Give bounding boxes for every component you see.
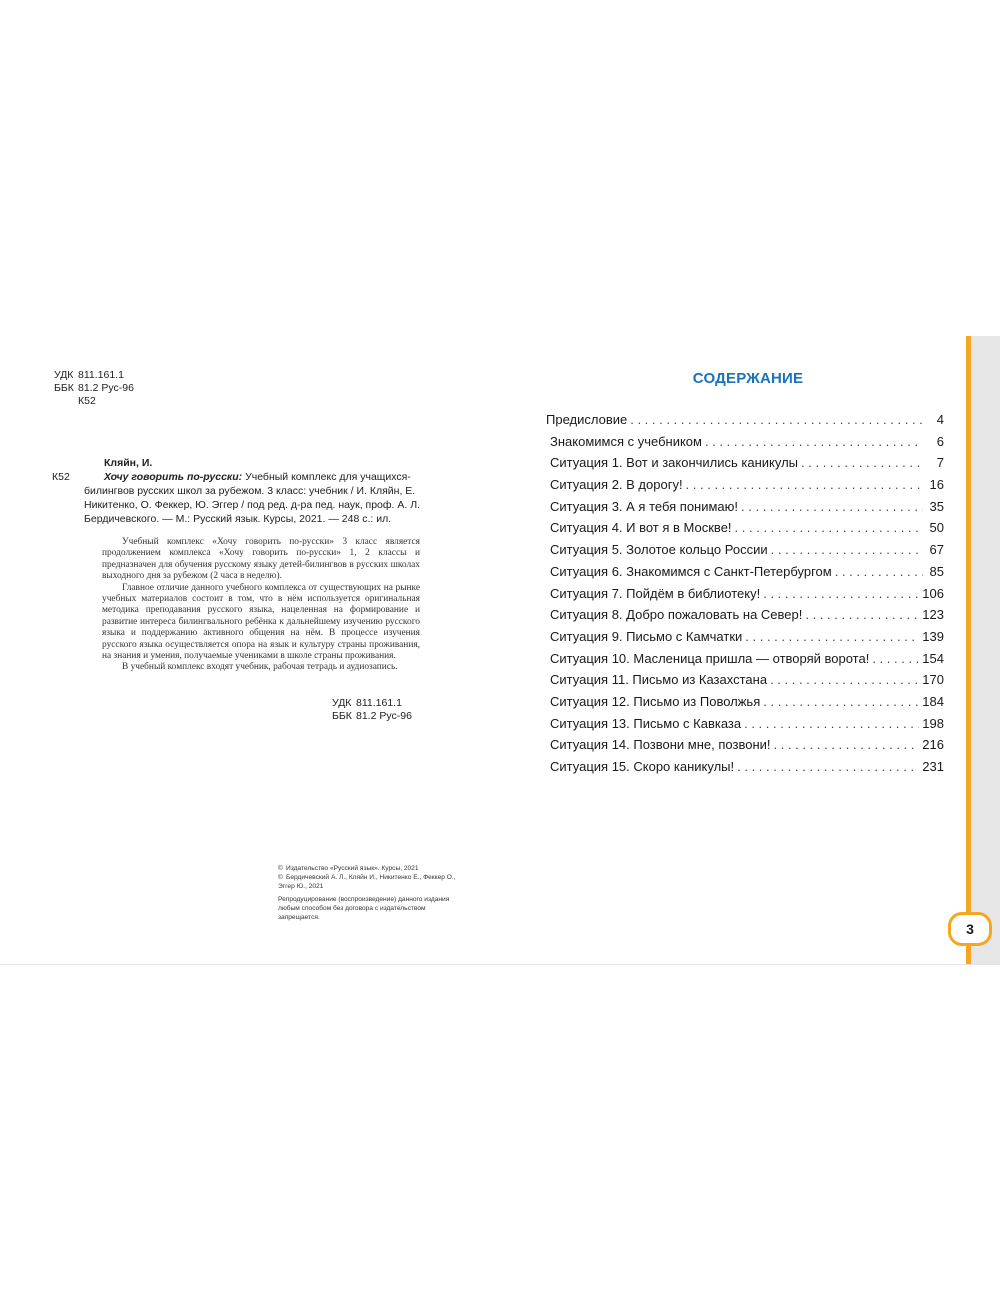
toc-leader-dots bbox=[705, 434, 923, 449]
toc-entry-label: Ситуация 10. Масленица пришла — отворяй ворота! bbox=[550, 650, 870, 666]
annotation-paragraph: В учебный комплекс входят учебник, рабочая тетрадь и аудиозапись. bbox=[122, 662, 398, 673]
toc-entry-label: Ситуация 9. Письмо с Камчатки bbox=[550, 628, 743, 644]
toc-entry-page: 216 bbox=[922, 737, 944, 753]
author-mark: К52 bbox=[52, 471, 70, 483]
toc-leader-dots bbox=[763, 586, 919, 601]
page-number: 3 bbox=[966, 921, 974, 937]
toc-entry bbox=[546, 455, 944, 477]
toc-entry-page: 67 bbox=[929, 542, 944, 558]
toc-entry bbox=[546, 434, 944, 456]
udk-value: 811.161.1 bbox=[356, 697, 402, 709]
toc-entry bbox=[546, 737, 944, 759]
classification-codes-bottom bbox=[332, 697, 412, 723]
toc-entry-label: Ситуация 4. И вот я в Москве! bbox=[550, 520, 732, 536]
toc-entry-label: Ситуация 12. Письмо из Поволжья bbox=[550, 693, 761, 709]
book-title: Хочу говорить по-русски: bbox=[104, 471, 243, 483]
bibliographic-description bbox=[84, 470, 448, 526]
table-of-contents bbox=[546, 412, 944, 781]
top-margin bbox=[0, 0, 1000, 337]
toc-leader-dots bbox=[872, 651, 919, 666]
toc-entry-label: Предисловие bbox=[546, 412, 628, 427]
toc-entry-page: 16 bbox=[929, 477, 944, 493]
toc-entry bbox=[546, 759, 944, 781]
toc-entry-page: 50 bbox=[929, 520, 944, 536]
toc-leader-dots bbox=[805, 607, 919, 622]
toc-entry-page: 4 bbox=[936, 412, 944, 427]
toc-leader-dots bbox=[630, 412, 923, 427]
toc-leader-dots bbox=[763, 694, 919, 709]
toc-entry-page: 7 bbox=[936, 455, 944, 471]
bibliographic-record bbox=[52, 456, 448, 526]
toc-entry-page: 106 bbox=[922, 585, 944, 601]
toc-entry-label: Ситуация 2. В дорогу! bbox=[550, 477, 683, 493]
toc-entry-page: 154 bbox=[922, 650, 944, 666]
toc-leader-dots bbox=[686, 477, 923, 492]
toc-leader-dots bbox=[770, 672, 919, 687]
copyright-authors: Бердичевский А. Л., Кляйн И., Никитенко Е., Феккер О., Эггер Ю., 2021 bbox=[278, 874, 456, 890]
toc-leader-dots bbox=[735, 520, 923, 535]
annotation-paragraph: Учебный комплекс «Хочу говорить по-русски» 3 класс является продолжением комплекса «Хочу говорить по-русски» 1, 2 классы и предназначен для обучения русскому языку детей-билингвов в русских школах выходного дня за рубежом (2 часа в неделю). bbox=[102, 537, 420, 582]
contents-title: СОДЕРЖАНИЕ bbox=[692, 370, 804, 387]
toc-entry-page: 139 bbox=[922, 628, 944, 644]
toc-entry-label: Ситуация 3. А я тебя понимаю! bbox=[550, 498, 739, 514]
bibliographic-details: Учебный комплекс для учащихся-билингвов русских школ за рубежом. 3 класс: учебник / И. Кляйн, Е. Никитенко, О. Феккер, Ю. Эггер / под ред. д-ра пед. наук, проф. А. Л. Бердичевского. — М.: Русский язык. Курсы, 2021. — 248 с.: ил. bbox=[84, 471, 421, 525]
toc-entry-label: Ситуация 6. Знакомимся с Санкт-Петербургом bbox=[550, 563, 832, 579]
toc-leader-dots bbox=[771, 542, 923, 557]
toc-leader-dots bbox=[745, 629, 919, 644]
toc-entry-label: Ситуация 11. Письмо из Казахстана bbox=[550, 672, 768, 688]
toc-entry bbox=[546, 672, 944, 694]
toc-leader-dots bbox=[835, 564, 923, 579]
copyright-icon: © bbox=[278, 865, 283, 872]
page-number-badge bbox=[948, 912, 992, 946]
copyright-publisher: Издательство «Русский язык». Курсы, 2021 bbox=[286, 865, 419, 872]
toc-leader-dots bbox=[741, 499, 923, 514]
toc-entry-page: 85 bbox=[929, 563, 944, 579]
toc-entry bbox=[546, 607, 944, 629]
annotation-paragraph: Главное отличие данного учебного комплекса от существующих на рынке учебных материалов состоит в том, что в нём используется оригинальная методика преподавания русского языка, нацеленная на формирование и развитие интереса билингвального ребёнка к дальнейшему изучению русского языка и поддержанию активного общения на нём. В процессе изучения русского языка осуществляется опора на язык и культуру страны проживания, на знания и умения, получаемые учениками в школе страны проживания. bbox=[102, 582, 420, 662]
toc-entry bbox=[546, 716, 944, 738]
toc-entry bbox=[546, 477, 944, 499]
copyright-notice bbox=[278, 864, 468, 922]
copyright-icon: © bbox=[278, 874, 283, 881]
author-mark-key bbox=[54, 395, 78, 408]
classification-codes bbox=[54, 369, 134, 408]
bbk-value: 81.2 Рус-96 bbox=[78, 382, 134, 394]
toc-entry-label: Ситуация 13. Письмо с Кавказа bbox=[550, 715, 742, 731]
annotation bbox=[102, 537, 420, 674]
toc-entry-label: Ситуация 5. Золотое кольцо России bbox=[550, 542, 768, 558]
toc-leader-dots bbox=[737, 759, 919, 774]
toc-entry-page: 6 bbox=[936, 433, 944, 449]
toc-entry-page: 231 bbox=[922, 759, 944, 774]
toc-entry bbox=[546, 520, 944, 542]
author-mark-value: К52 bbox=[78, 395, 96, 407]
toc-leader-dots bbox=[801, 455, 923, 470]
toc-entry bbox=[546, 564, 944, 586]
toc-entry-label: Ситуация 15. Скоро каникулы! bbox=[550, 759, 735, 774]
toc-entry bbox=[546, 499, 944, 521]
toc-entry bbox=[546, 542, 944, 564]
toc-entry bbox=[546, 412, 944, 434]
toc-entry-label: Ситуация 1. Вот и закончились каникулы bbox=[550, 455, 799, 471]
toc-entry-page: 35 bbox=[929, 498, 944, 514]
bbk-value: 81.2 Рус-96 bbox=[356, 710, 412, 722]
bbk-key: ББК bbox=[54, 382, 74, 394]
toc-entry bbox=[546, 694, 944, 716]
author-name: Кляйн, И. bbox=[104, 457, 153, 469]
toc-entry-page: 123 bbox=[922, 607, 944, 623]
udk-value: 811.161.1 bbox=[78, 369, 124, 381]
udk-key: УДК bbox=[54, 369, 74, 381]
page-edge bbox=[971, 336, 1000, 964]
toc-entry-page: 170 bbox=[922, 672, 944, 688]
reproduction-notice: Репродуцирование (воспроизведение) данного издания любым способом без договора с издательством запрещается. bbox=[278, 896, 450, 921]
bbk-key: ББК bbox=[332, 710, 352, 722]
toc-leader-dots bbox=[774, 737, 920, 752]
toc-entry-page: 184 bbox=[922, 693, 944, 709]
udk-key: УДК bbox=[332, 697, 352, 709]
toc-leader-dots bbox=[744, 716, 919, 731]
toc-entry-label: Ситуация 8. Добро пожаловать на Север! bbox=[550, 607, 803, 623]
bottom-margin bbox=[0, 964, 1000, 1301]
toc-entry-label: Ситуация 14. Позвони мне, позвони! bbox=[550, 737, 771, 753]
toc-entry bbox=[546, 651, 944, 673]
toc-entry-page: 198 bbox=[922, 715, 944, 731]
toc-entry bbox=[546, 586, 944, 608]
toc-entry-label: Знакомимся с учебником bbox=[550, 433, 702, 449]
toc-entry-label: Ситуация 7. Пойдём в библиотеку! bbox=[550, 585, 761, 601]
toc-entry bbox=[546, 629, 944, 651]
